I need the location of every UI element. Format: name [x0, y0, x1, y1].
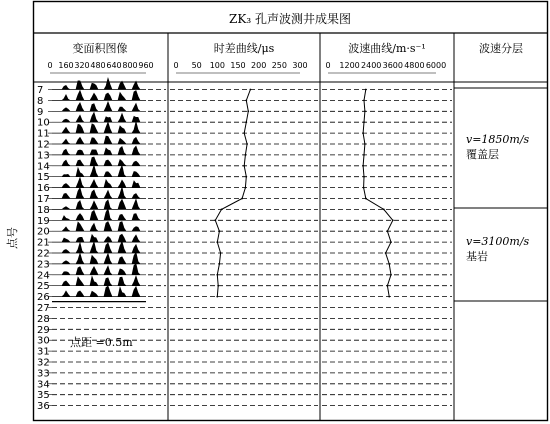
time-curve-line: [215, 90, 250, 297]
waveform-trace: [52, 157, 146, 166]
point-label: 14: [37, 161, 50, 173]
point-label: 33: [37, 368, 50, 380]
point-spacing-note: 点距 =0.5m: [70, 336, 133, 349]
waveform-trace: [52, 286, 146, 297]
point-label: 16: [37, 183, 50, 195]
speed-tick-label: 4800: [404, 61, 425, 70]
speed-tick-label: 6000: [425, 61, 447, 70]
layer-1-name: 覆盖层: [466, 148, 499, 161]
waveform-trace: [52, 136, 146, 144]
point-label: 12: [37, 139, 50, 151]
point-label: 25: [37, 281, 50, 293]
time-tick-label: 250: [271, 61, 287, 70]
speed-header: 波速曲线/m·s⁻¹: [348, 42, 426, 55]
time-tick-label: 150: [230, 61, 246, 70]
point-label: 35: [37, 390, 50, 402]
waveform-trace: [52, 252, 146, 264]
image-tick-label: 0: [47, 61, 53, 70]
point-label: 26: [37, 292, 50, 304]
point-label: 23: [37, 259, 50, 271]
speed-tick-label: 1200: [339, 61, 360, 70]
time-header: 时差曲线/μs: [213, 42, 275, 55]
image-tick-label: 960: [138, 61, 154, 70]
point-label: 7: [37, 85, 44, 96]
layer-2-velocity: v=3100m/s: [466, 235, 530, 248]
point-label: 32: [37, 357, 50, 369]
point-label: 17: [37, 194, 50, 205]
point-label: 20: [37, 226, 50, 238]
point-label: 31: [37, 346, 50, 358]
speed-curve-line: [363, 90, 393, 297]
point-label: 13: [37, 150, 50, 162]
point-label: 9: [37, 106, 44, 118]
waveform-trace: [52, 209, 146, 221]
waveform-trace: [52, 78, 146, 89]
waveform-trace: [52, 178, 146, 188]
waveform-trace: [52, 122, 146, 133]
waveform-trace: [52, 146, 146, 155]
point-label: 11: [37, 128, 50, 140]
image-tick-label: 480: [90, 61, 106, 70]
waveform-trace: [52, 102, 146, 111]
image-tick-label: 160: [58, 61, 74, 70]
speed-tick-label: 0: [325, 61, 331, 70]
time-tick-label: 100: [209, 61, 225, 70]
point-label: 10: [37, 117, 50, 129]
variable-area-image: [52, 78, 146, 296]
waveform-trace: [52, 187, 146, 198]
point-label: 36: [37, 401, 50, 413]
time-tick-label: 50: [191, 61, 202, 70]
point-label: 30: [37, 335, 50, 347]
waveform-trace: [52, 91, 146, 101]
waveform-trace: [52, 113, 146, 123]
point-label: 21: [37, 237, 50, 249]
time-tick-label: 200: [251, 61, 267, 70]
point-label: 18: [37, 204, 50, 216]
y-axis-label: 点号: [6, 227, 19, 249]
time-tick-label: 0: [173, 61, 179, 70]
image-tick-label: 640: [106, 61, 122, 70]
waveform-trace: [52, 165, 146, 176]
point-label: 15: [37, 172, 50, 184]
speed-tick-label: 2400: [361, 61, 382, 70]
waveform-trace: [52, 234, 146, 242]
waveform-trace: [52, 276, 146, 286]
speed-tick-label: 3600: [382, 61, 403, 70]
point-label: 8: [37, 95, 44, 107]
point-label: 22: [37, 248, 50, 260]
chart-title: ZK₃ 孔声波测井成果图: [229, 12, 351, 26]
axis-ticks: [47, 61, 446, 73]
image-tick-label: 320: [74, 61, 90, 70]
layer-1-velocity: v=1850m/s: [466, 133, 530, 146]
waveform-trace: [52, 242, 146, 253]
point-label: 27: [37, 303, 50, 314]
point-label: 34: [37, 379, 50, 391]
point-label: 19: [37, 215, 50, 227]
waveform-trace: [52, 199, 146, 209]
time-tick-label: 300: [292, 61, 308, 70]
image-header: 变面积图像: [72, 42, 128, 55]
waveform-trace: [52, 222, 146, 232]
image-tick-label: 800: [122, 61, 138, 70]
curves: [214, 89, 393, 298]
waveform-trace: [52, 264, 146, 275]
point-label: 29: [37, 324, 50, 336]
point-label: 28: [37, 313, 50, 325]
layer-2-name: 基岩: [466, 250, 488, 263]
point-label: 24: [37, 270, 50, 282]
layers-header: 波速分层: [479, 42, 523, 55]
